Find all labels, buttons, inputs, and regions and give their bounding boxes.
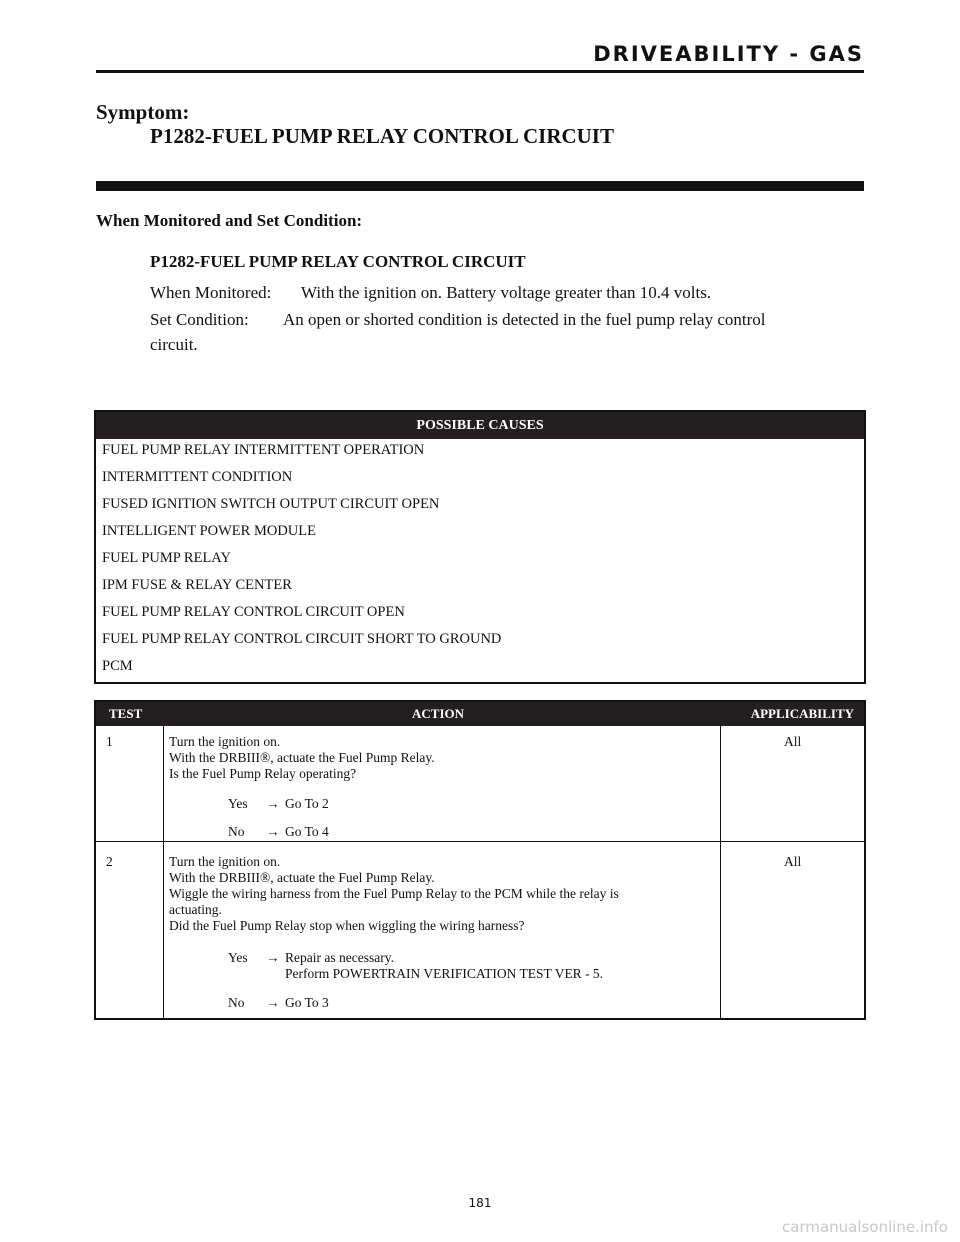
test-number: 2 [106,854,113,869]
action-line: Turn the ignition on. [169,854,281,869]
arrow-icon: → [266,950,280,965]
applicability-value: All [784,734,802,749]
cause-item: FUEL PUMP RELAY CONTROL CIRCUIT SHORT TO GROUND [102,631,502,647]
no-result: Go To 4 [285,824,329,839]
yes-result: Go To 2 [285,796,329,811]
cause-item: PCM [102,658,133,674]
applicability-value: All [784,854,802,869]
yes-key: Yes [228,796,248,811]
action-line: Turn the ignition on. [169,734,281,749]
header-applicability: APPLICABILITY [750,706,854,721]
header-rule [96,70,864,73]
cause-item: IPM FUSE & RELAY CENTER [102,577,292,593]
section-title: DRIVEABILITY - GAS [593,42,864,66]
when-monitored-text: With the ignition on. Battery voltage greater than 10.4 volts. [301,283,712,302]
no-result: Go To 3 [285,995,329,1010]
cause-item: FUEL PUMP RELAY CONTROL CIRCUIT OPEN [102,604,405,620]
no-key: No [228,824,245,839]
set-condition-label: Set Condition: [150,310,249,329]
watermark: carmanualsonline.info [782,1218,948,1236]
action-line: Wiggle the wiring harness from the Fuel Pump Relay to the PCM while the relay is [169,886,619,901]
arrow-icon: → [266,824,280,839]
cause-item: INTERMITTENT CONDITION [102,469,293,485]
possible-causes-box [94,410,866,684]
symptom-divider [96,181,864,191]
cause-item: INTELLIGENT POWER MODULE [102,523,316,539]
column-divider [720,726,721,1018]
set-condition-text-cont: circuit. [150,335,198,354]
row-divider [96,841,864,842]
when-monitored-line [150,280,864,305]
action-line: Is the Fuel Pump Relay operating? [169,766,357,781]
symptom-title: P1282-FUEL PUMP RELAY CONTROL CIRCUIT [150,124,614,148]
page-number: 181 [468,1196,492,1210]
yes-key: Yes [228,950,248,965]
header-test: TEST [109,706,143,721]
when-monitored-label: When Monitored: [150,283,272,302]
test-table [94,700,866,1020]
set-condition-text: An open or shorted condition is detected in the fuel pump relay control [283,310,766,329]
action-line: Did the Fuel Pump Relay stop when wiggling the wiring harness? [169,918,525,933]
yes-result: Repair as necessary. [285,950,394,965]
action-line: With the DRBIII®, actuate the Fuel Pump Relay. [169,870,435,885]
arrow-icon: → [266,995,280,1010]
no-key: No [228,995,245,1010]
yes-result-cont: Perform POWERTRAIN VERIFICATION TEST VER - 5. [285,966,604,981]
cause-item: FUSED IGNITION SWITCH OUTPUT CIRCUIT OPEN [102,496,440,512]
cause-item: FUEL PUMP RELAY INTERMITTENT OPERATION [102,442,425,458]
symptom-label: Symptom: [96,100,190,124]
column-divider [163,726,164,1018]
test-number: 1 [106,734,113,749]
possible-causes-heading: POSSIBLE CAUSES [96,412,864,439]
test-table-header [96,702,864,726]
set-condition-line [150,307,864,357]
arrow-icon: → [266,796,280,811]
monitor-heading: When Monitored and Set Condition: [96,211,363,230]
monitor-subtitle: P1282-FUEL PUMP RELAY CONTROL CIRCUIT [150,252,526,271]
cause-item: FUEL PUMP RELAY [102,550,231,566]
header-action: ACTION [412,706,465,721]
action-line: actuating. [169,902,222,917]
action-line: With the DRBIII®, actuate the Fuel Pump Relay. [169,750,435,765]
